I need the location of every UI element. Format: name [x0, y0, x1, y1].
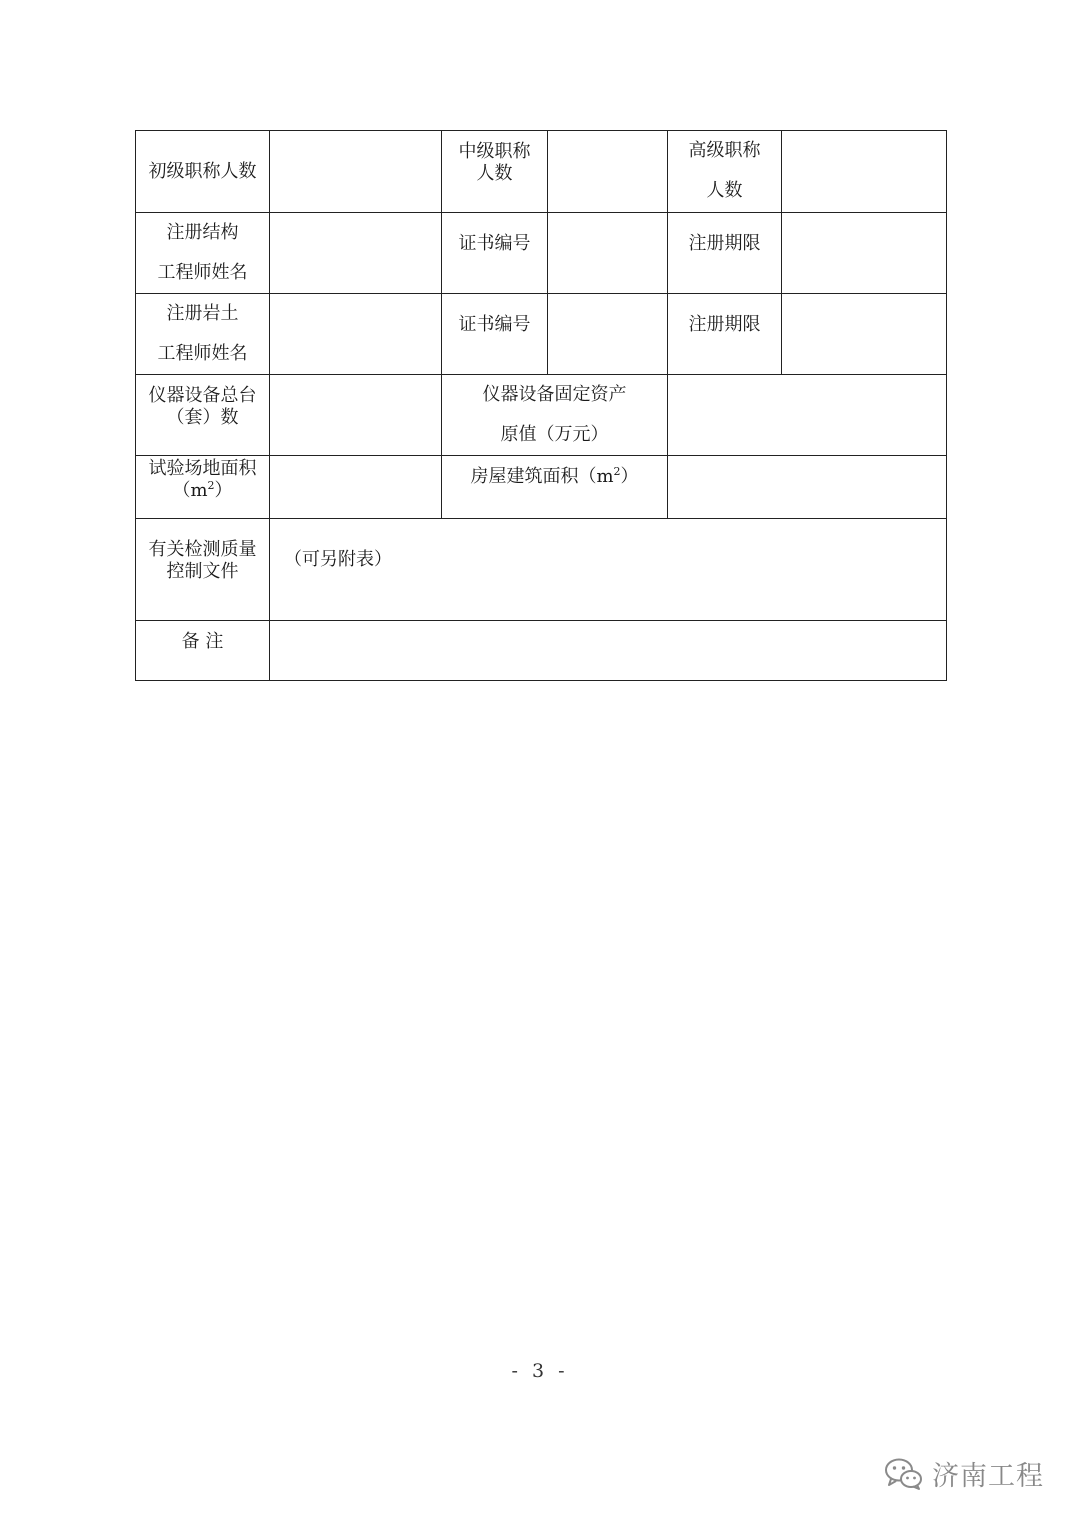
structural-engineer-name-cell[interactable]: [270, 213, 442, 294]
structural-engineer-label-line1: 注册结构: [166, 222, 239, 243]
junior-title-value-cell[interactable]: [270, 131, 442, 213]
site-area-label-cell: [136, 456, 270, 519]
junior-title-label: 初级职称人数: [148, 160, 257, 182]
site-area-label-line1: 试验场地面积: [148, 458, 257, 479]
remark-label-cell: [136, 621, 270, 681]
geotechnical-cert-label-cell: [442, 294, 548, 375]
geotechnical-cert-label: 证书编号: [458, 314, 531, 335]
senior-title-label-line2: 人数: [706, 180, 743, 201]
qc-docs-label-line1: 有关检测质量: [148, 539, 257, 560]
geotechnical-engineer-name-cell[interactable]: [270, 294, 442, 375]
asset-value-label-line1: 仪器设备固定资产: [482, 384, 627, 405]
registration-form-table: [135, 130, 947, 681]
geotechnical-engineer-label-line1: 注册岩土: [166, 303, 239, 324]
site-area-value-cell[interactable]: [270, 456, 442, 519]
senior-title-label-cell: [668, 131, 782, 213]
mid-title-label-cell: [442, 131, 548, 213]
qc-docs-label-line2: 控制文件: [166, 561, 239, 582]
equipment-count-value-cell[interactable]: [270, 375, 442, 456]
equipment-count-label-cell: [136, 375, 270, 456]
mid-title-label-line1: 中级职称: [458, 141, 531, 162]
table-row: [136, 294, 947, 375]
qc-docs-value-cell[interactable]: [270, 519, 947, 621]
table-row: [136, 456, 947, 519]
remark-label: 备 注: [181, 631, 224, 652]
building-area-value-cell[interactable]: [668, 456, 947, 519]
structural-term-label-cell: [668, 213, 782, 294]
mid-title-label-line2: 人数: [476, 163, 513, 184]
qc-docs-note: （可另附表）: [284, 549, 392, 570]
asset-value-label-cell: [442, 375, 668, 456]
table-row: [136, 213, 947, 294]
table-row: [136, 621, 947, 681]
site-area-label-line2: $(m^2)$: [172, 479, 233, 501]
table-row: [136, 131, 947, 213]
watermark: [884, 1454, 1044, 1493]
senior-title-label-line1: 高级职称: [688, 140, 761, 161]
structural-cert-value-cell[interactable]: [548, 213, 668, 294]
structural-engineer-label-line2: 工程师姓名: [157, 262, 248, 283]
table-row: [136, 375, 947, 456]
qc-docs-label-cell: [136, 519, 270, 621]
asset-value-cell[interactable]: [668, 375, 947, 456]
remark-value-cell[interactable]: [270, 621, 947, 681]
geotechnical-term-label-cell: [668, 294, 782, 375]
wechat-icon: [884, 1457, 924, 1491]
structural-term-value-cell[interactable]: [782, 213, 947, 294]
structural-cert-label-cell: [442, 213, 548, 294]
page-number: - 3 -: [511, 1360, 569, 1382]
watermark-text: 济南工程: [932, 1461, 1044, 1492]
geotechnical-cert-value-cell[interactable]: [548, 294, 668, 375]
geotechnical-engineer-label-line2: 工程师姓名: [157, 343, 248, 364]
asset-value-label-line2: 原值（万元）: [500, 424, 609, 445]
equipment-count-label-line2: （套）数: [166, 407, 239, 428]
mid-title-value-cell[interactable]: [548, 131, 668, 213]
table-row: [136, 519, 947, 621]
equipment-count-label-line1: 仪器设备总台: [148, 385, 257, 406]
senior-title-value-cell[interactable]: [782, 131, 947, 213]
geotechnical-engineer-label-cell: [136, 294, 270, 375]
geotechnical-term-label: 注册期限: [688, 314, 761, 335]
structural-cert-label: 证书编号: [458, 233, 531, 254]
geotechnical-term-value-cell[interactable]: [782, 294, 947, 375]
building-area-label-cell: [442, 456, 668, 519]
structural-engineer-label-cell: [136, 213, 270, 294]
structural-term-label: 注册期限: [688, 233, 761, 254]
building-area-label: 房屋建筑面积$(m^2)$: [470, 465, 639, 487]
junior-title-label-cell: [136, 131, 270, 213]
